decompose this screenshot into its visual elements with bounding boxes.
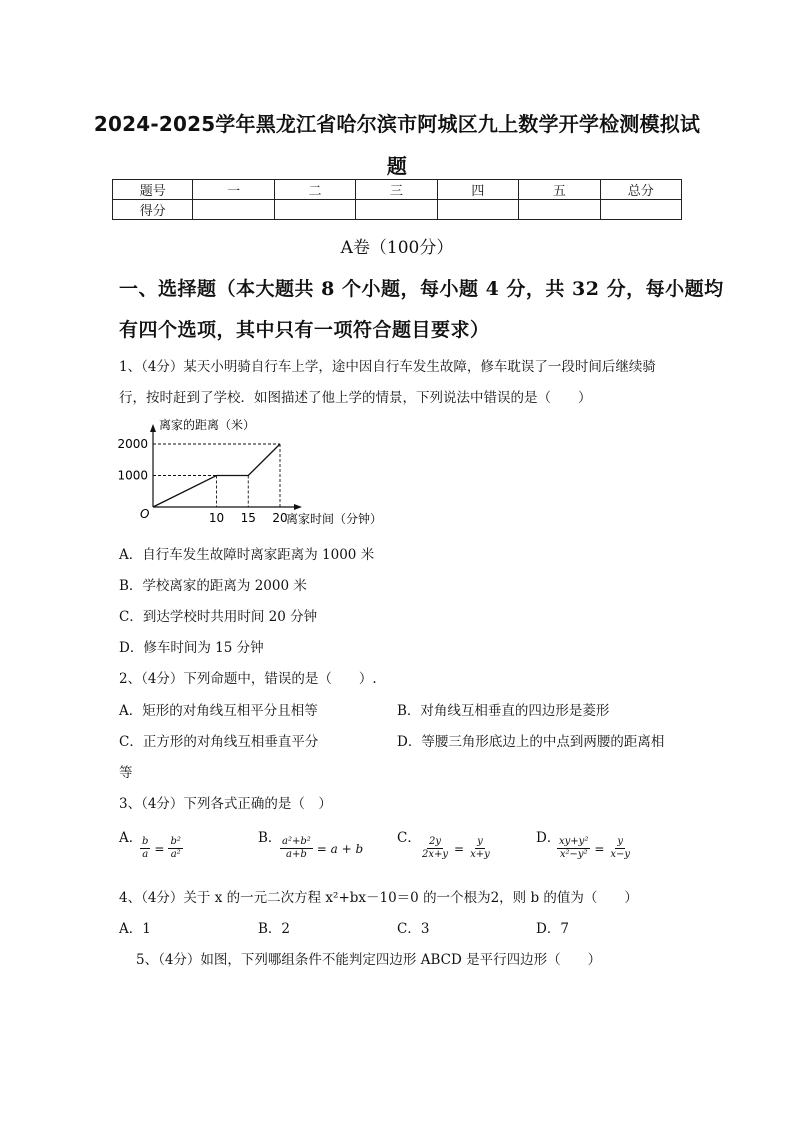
numerator: y [477,836,483,847]
score-input-cell [600,200,681,220]
q4-option-c: C．3 [397,921,430,937]
score-cell: 得分 [113,200,193,220]
denominator: a [142,849,149,860]
q4-option-b: B．2 [258,921,291,937]
doc-title-line1: 2024-2025学年黑龙江省哈尔滨市阿城区九上数学开学检测模拟试 [93,112,701,136]
q1-stem-line1: 1、（4分）某天小明骑自行车上学，途中因自行车发生故障，修车耽误了一段时间后继续骑 [119,359,656,375]
fraction [140,836,150,861]
score-cell: 二 [274,180,355,200]
score-table [112,179,682,220]
denominator: 2x+y [422,849,449,860]
q2-option-d-continued: 等 [119,765,133,781]
q5-stem: 5、（4分）如图，下列哪组条件不能判定四边形 ABCD 是平行四边形（ ） [136,952,602,968]
denominator: x+y [470,849,490,860]
y-axis-arrow [150,424,156,432]
score-cell: 题号 [113,180,193,200]
q1-option-c: C．到达学校时共用时间 20 分钟 [119,609,318,625]
score-table-score-row [113,200,682,220]
numerator: 2y [429,836,442,847]
score-input-cell [274,200,355,220]
numerator: xy+y² [559,836,589,847]
denominator: a² [170,849,181,860]
equals-sign: = [594,841,605,856]
numerator: y [617,836,624,847]
q1-option-d: D．修车时间为 15 分钟 [119,640,264,656]
q3-option-d-label: D． [536,830,561,846]
x-tick-label: 10 [208,511,225,525]
q4-stem: 4、（4分）关于 x 的一元二次方程 x²+bx－10＝0 的一个根为2，则 b 的值为（ ） [119,890,638,906]
denominator: x²−y² [559,849,588,860]
y-tick-label: 2000 [117,437,148,451]
q3-option-c-formula [420,836,492,861]
score-input-cell [519,200,600,220]
denominator: x−y [610,849,631,860]
q3-option-c-label: C． [397,830,421,846]
q3-option-a-label: A． [119,830,143,846]
fraction [420,836,450,861]
fraction [168,836,182,861]
q3-option-d-formula [557,836,632,861]
origin-label: O [140,507,150,521]
y-tick-label: 1000 [117,468,148,483]
fraction [280,836,313,861]
score-input-cell [193,200,274,220]
q2-option-c: C．正方形的对角线互相垂直平分 [119,734,319,750]
score-cell: 三 [356,180,437,200]
fraction [557,836,590,861]
q1-stem-line2: 行，按时赶到了学校．如图描述了他上学的情景，下列说法中错误的是（ ） [119,390,592,406]
q3-option-b-formula [280,836,367,861]
x-tick-label: 20 [272,511,288,525]
q1-distance-time-chart [110,410,410,530]
x-tick-label: 15 [240,511,256,525]
equals-sign: = a + b [316,841,364,856]
x-axis-arrow [294,504,302,510]
equals-sign: = [454,841,465,856]
numerator: b² [170,836,181,847]
equals-sign: = [154,841,165,856]
score-cell: 一 [193,180,274,200]
doc-title-line2: 题 [386,154,408,178]
score-input-cell [356,200,437,220]
x-axis-label: 离家时间（分钟） [286,512,383,526]
q2-stem: 2、（4分）下列命题中，错误的是（ ）. [119,671,377,687]
score-cell: 总分 [600,180,681,200]
fraction [608,836,632,861]
fraction [468,836,492,861]
q2-option-d: D．等腰三角形底边上的中点到两腰的距离相 [397,734,665,750]
score-cell: 四 [437,180,518,200]
q3-option-b-label: B． [258,830,282,846]
q2-option-a: A．矩形的对角线互相平分且相等 [119,703,318,719]
section1-heading-line1: 一、选择题（本大题共 8 个小题，每小题 4 分，共 32 分，每小题均 [119,278,724,300]
numerator: b [142,836,149,847]
q1-option-b: B．学校离家的距离为 2000 米 [119,578,307,594]
q3-stem: 3、（4分）下列各式正确的是（ ） [119,796,332,812]
score-cell: 五 [519,180,600,200]
y-axis-label: 离家的距离（米） [159,418,256,432]
score-input-cell [437,200,518,220]
q1-option-a: A．自行车发生故障时离家距离为 1000 米 [119,547,375,563]
denominator: a+b [286,849,307,860]
q4-option-d: D．7 [536,921,569,937]
q4-option-a: A．1 [119,921,151,937]
part-a-heading: A卷（100分） [340,238,454,258]
section1-heading-line2: 有四个选项，其中只有一项符合题目要求） [119,319,490,341]
numerator: a²+b² [282,836,311,847]
score-table-header-row [113,180,682,200]
q3-option-a-formula [140,836,183,861]
q2-option-b: B．对角线互相垂直的四边形是菱形 [397,703,610,719]
